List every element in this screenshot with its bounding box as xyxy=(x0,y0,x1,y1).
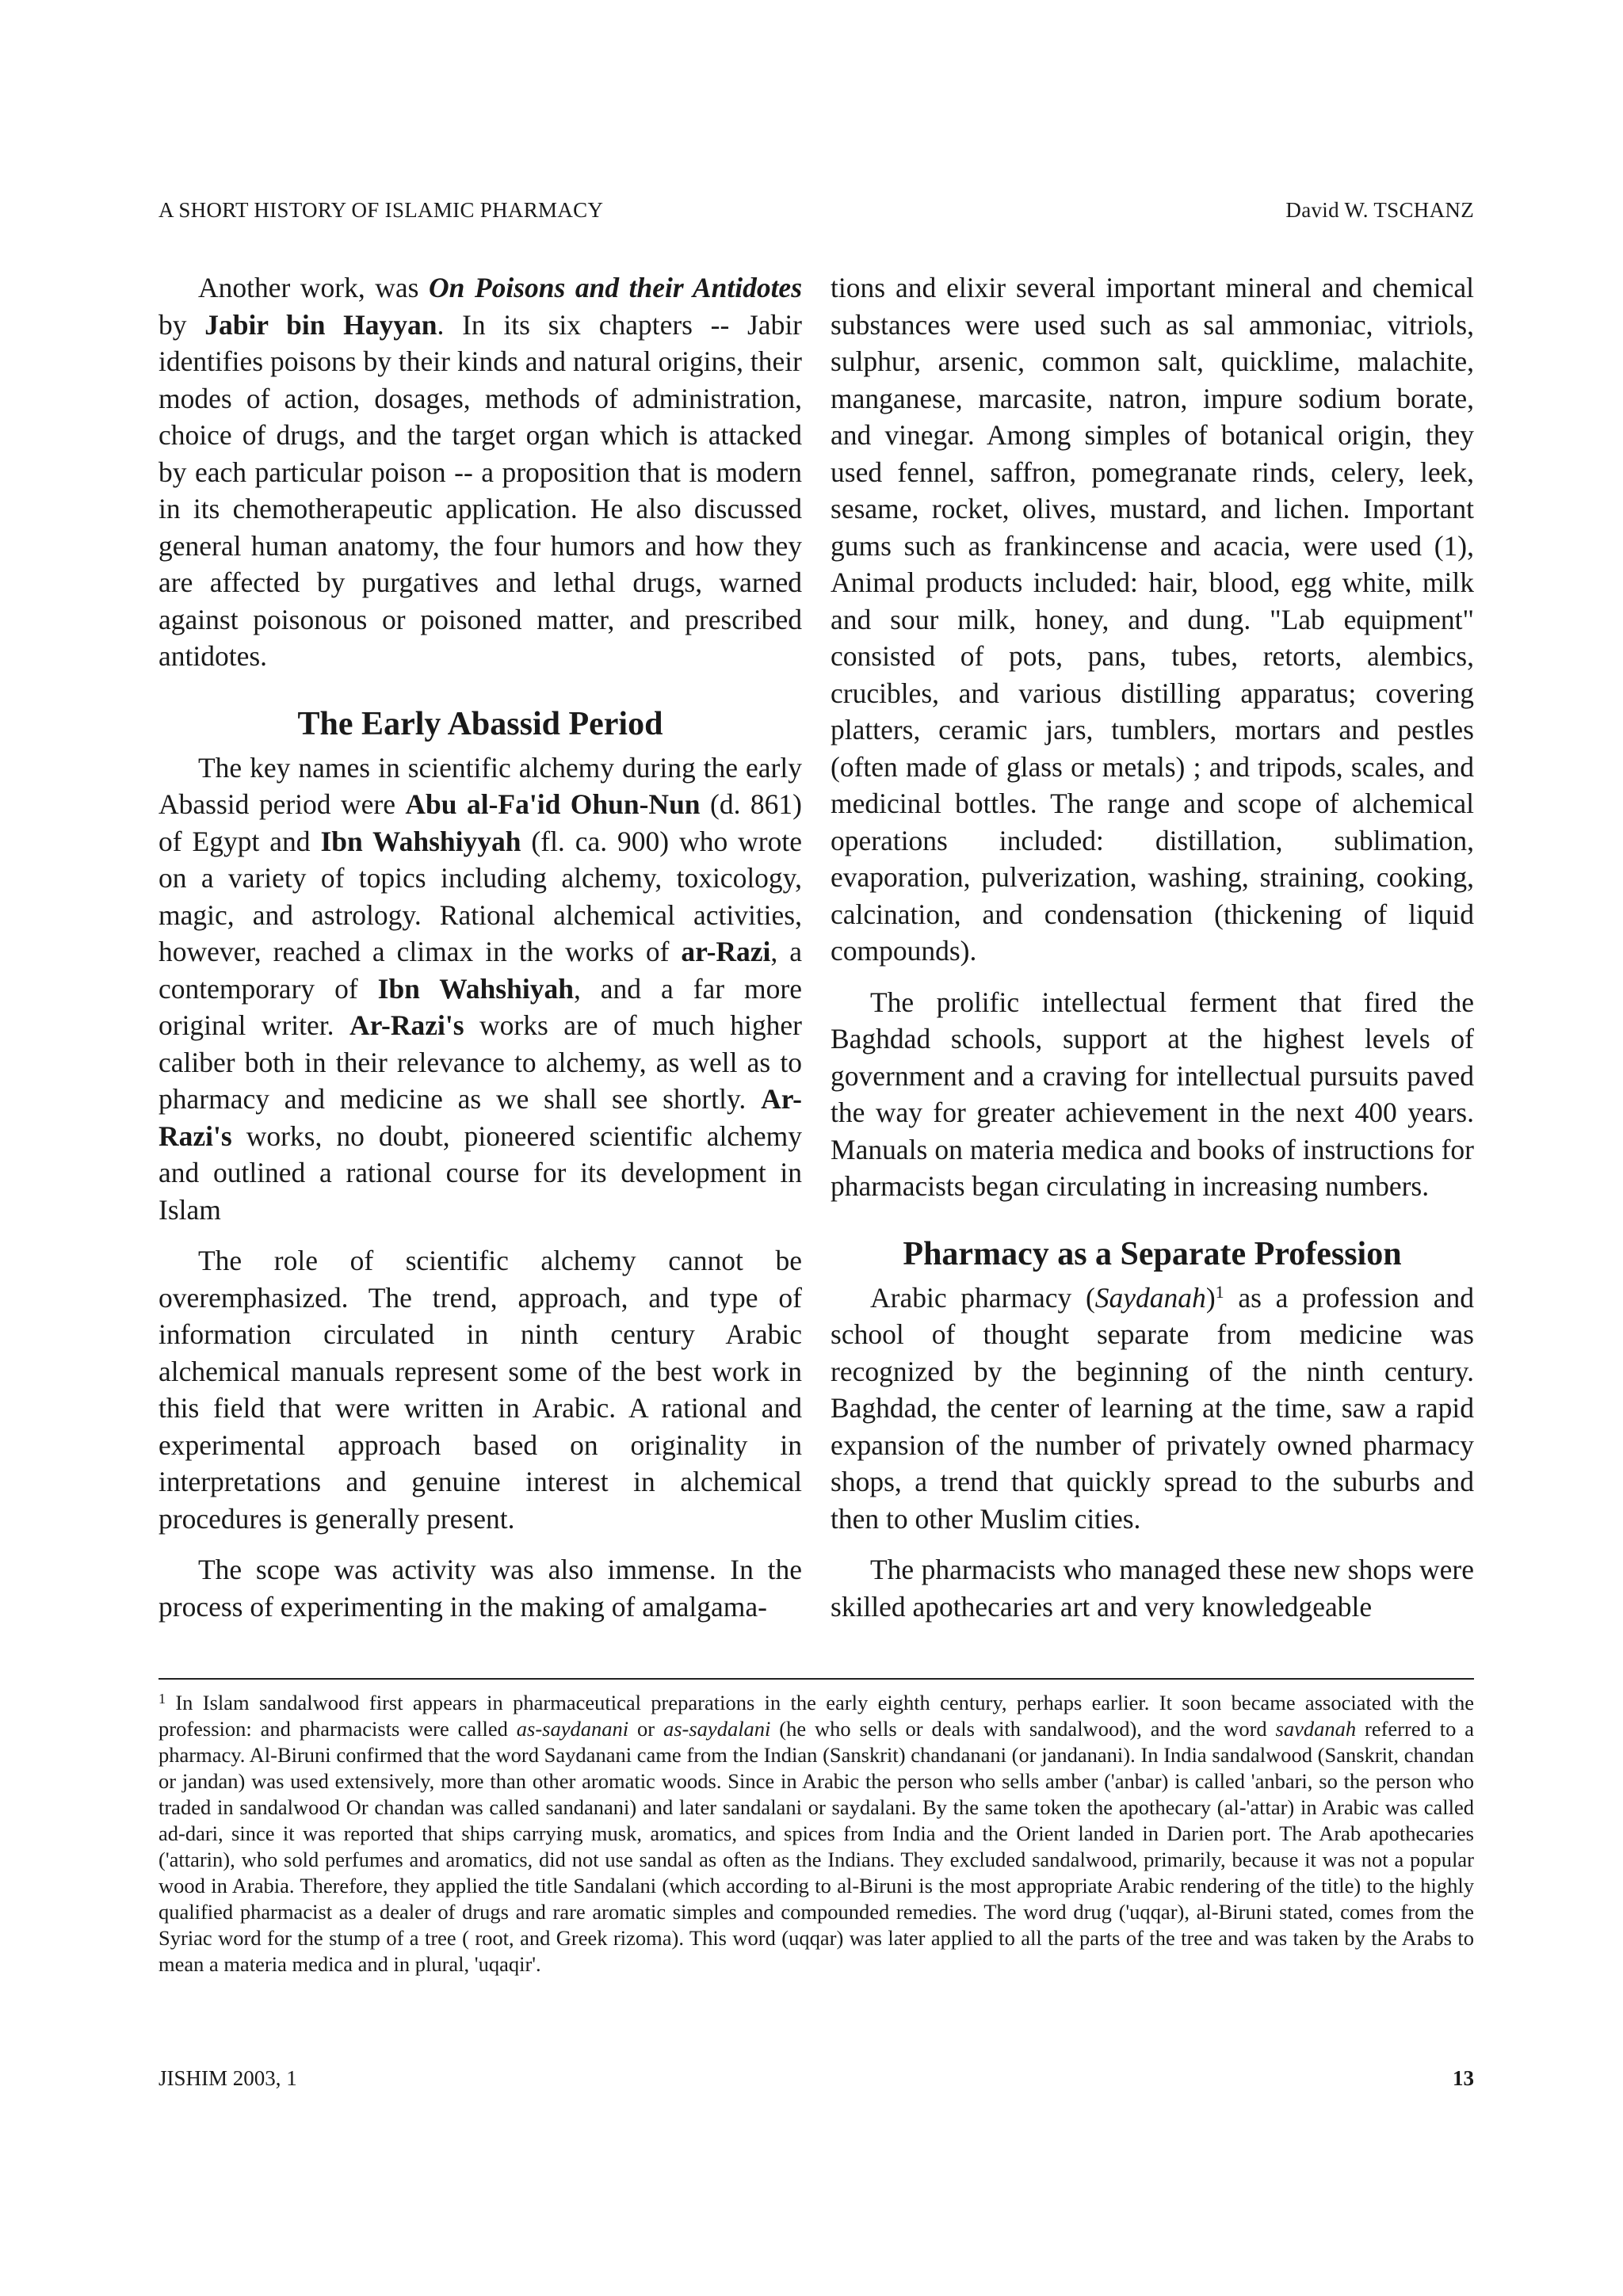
article-title-header: A SHORT HISTORY OF ISLAMIC PHARMACY xyxy=(158,198,604,222)
left-column xyxy=(158,269,802,1625)
paragraph-alchemy-names: The key names in scientific alchemy during the early Abassid period were Abu al-Fa'id Ohun-Nun (d. 861) of Egypt and Ibn Wahshiyyah (fl. ca. 900) who wrote on a variety of topics including alchemy, toxicology, magic, and astrology. Rational alchemical activities, however, reached a climax in the works of ar-Razi, a contemporary of Ibn Wahshiyah, and a far more original writer. Ar-Razi's works are of much higher caliber both in their relevance to alchemy, as well as to pharmacy and medicine as we shall see shortly. Ar-Razi's works, no doubt, pioneered scientific alchemy and outlined a rational course for its development in Islam xyxy=(158,751,802,1226)
author-header: David W. TSCHANZ xyxy=(1285,198,1474,222)
paragraph-pharmacists: The pharmacists who managed these new shops were skilled apothecaries art and very knowledgeable xyxy=(831,1554,1474,1623)
page-number: 13 xyxy=(1453,2066,1474,2090)
footnote-divider xyxy=(158,1678,1474,1680)
footnote: $^1$ In Islam sandalwood first appears in pharmaceutical preparations in the early eighth century, perhaps earlier. It soon became associated with the profession: and pharmacists were called as-saydanani or as-saydalani (he who sells or deals with sandalwood), and the word savdanah referred to a pharmacy. Al-Biruni confirmed that the word Saydanani came from the Indian (Sanskrit) chandanani (or jandanani). In India sandalwood (Sanskrit, chandan or jandan) was used extensively, more than other aromatic woods. Since in Arabic the person who sells amber ('anbar) is called 'anbari, so the person who traded in sandalwood Or chandan was called sandanani) and later sandalani or saydalani. By the same token the apothecary (al-'attar) in Arabic was called ad-dari, since it was reported that ships carrying musk, aromatics, and spices from India and the Orient landed in Darien port. The Arab apothecaries ('attarin), who sold perfumes and aromatics, did not use sandal as often as the Indians. They excluded sandalwood, primarily, because it was not a popular wood in Arabia. Therefore, they applied the title Sandalani (which according to al-Biruni is the most appropriate Arabic rendering of the title) to the highly qualified pharmacist as a dealer of drugs and rare aromatic simples and compounded remedies. The word drug ('uqqar), al-Biruni stated, comes from the Syriac word for the stump of a tree ( root, and Greek rizoma). This word (uqqar) was later applied to all the parts of the tree and was taken by the Arabs to mean a materia medica and in plural, 'uqaqir'. xyxy=(158,1691,1474,1976)
paragraph-arabic-pharmacy: Arabic pharmacy (Saydanah)$^1$ as a profession and school of thought separate from medicine was recognized by the beginning of the ninth century. Baghdad, the center of learning at the time, saw a rapid expansion of the number of privately owned pharmacy shops, a trend that quickly spread to the suburbs and then to other Muslim cities. xyxy=(831,1281,1474,1535)
author-name-jabir: Jabir bin Hayyan xyxy=(204,308,437,341)
right-column xyxy=(831,269,1474,1625)
paragraph-substances: tions and elixir several important mineral and chemical substances were used such as sal ammoniac, vitriols, sulphur, arsenic, common salt, quicklime, malachite, manganese, marcasite, natron, impure sodium borate, and vinegar. Among simples of botanical origin, they used fennel, saffron, pomegranate rinds, celery, leek, sesame, rocket, olives, mustard, and lichen. Important gums such as frankincense and acacia, were used (1), Animal products included: hair, blood, egg white, milk and sour milk, honey, and dung. "Lab equipment" consisted of pots, pans, tubes, retorts, alembics, crucibles, and various distilling apparatus; covering platters, ceramic jars, tumblers, mortars and pestles (often made of glass or metals) ; and tripods, scales, and medicinal bottles. The range and scope of alchemical operations included: distillation, sublimation, evaporation, pulverization, washing, straining, cooking, calcination, and condensation (thickening of liquid compounds). xyxy=(831,272,1474,967)
paragraph-role-of-alchemy: The role of scientific alchemy cannot be overemphasized. The trend, approach, and type of information circulated in ninth century Arabic alchemical manuals represent some of the best work in this field that were written in Arabic. A rational and experimental approach based on originality in interpretations and genuine interest in alchemical procedures is generally present. xyxy=(158,1245,802,1535)
journal-citation: JISHIM 2003, 1 xyxy=(158,2066,297,2090)
book-title-on-poisons: On Poisons and their Antidotes xyxy=(429,272,803,303)
running-head xyxy=(158,198,1474,223)
footnote-marker: 1 xyxy=(158,1691,166,1707)
footnote-reference[interactable]: 1 xyxy=(1215,1281,1224,1302)
page-footer xyxy=(158,2066,1474,2091)
paragraph-scope: The scope was activity was also immense. In the process of experimenting in the making of amalgama- xyxy=(158,1554,802,1623)
paragraph-poisons: Another work, was On Poisons and their Antidotes by Jabir bin Hayyan. In its six chapters -- Jabir identifies poisons by their kinds and natural origins, their modes of action, dosages, methods of administration, choice of drugs, and the target organ which is attacked by each particular poison -- a proposition that is modern in its chemotherapeutic application. He also discussed general human anatomy, the four humors and how they are affected by purgatives and lethal drugs, warned against poisonous or poisoned matter, and prescribed antidotes. xyxy=(158,272,803,672)
section-heading-pharmacy-profession: Pharmacy as a Separate Profession xyxy=(903,1235,1402,1272)
section-heading-early-abassid: The Early Abassid Period xyxy=(297,705,663,742)
paragraph-intellectual-ferment: The prolific intellectual ferment that fired the Baghdad schools, support at the highest levels of government and a craving for intellectual pursuits paved the way for greater achievement in the next 400 years. Manuals on materia medica and books of instructions for pharmacists began circulating in increasing numbers. xyxy=(831,986,1474,1202)
